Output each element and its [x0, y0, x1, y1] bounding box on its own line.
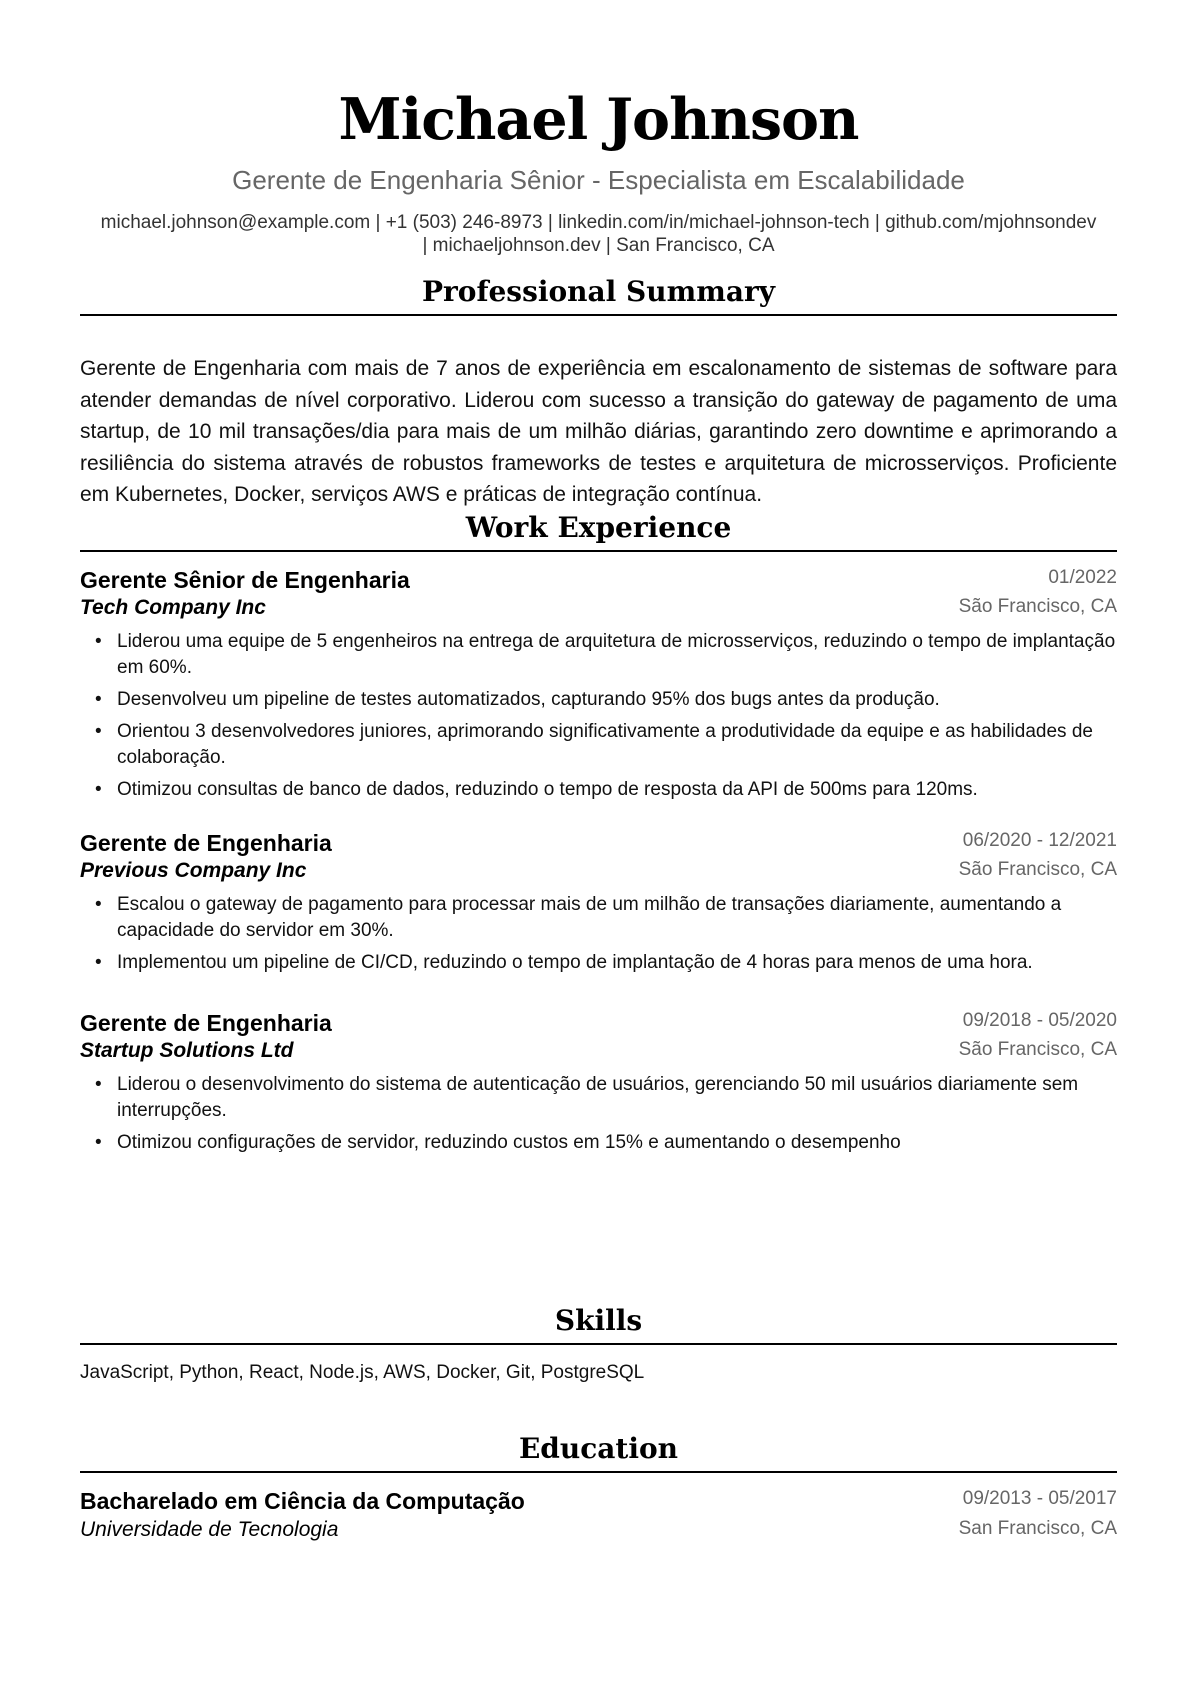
job-company: Startup Solutions Ltd: [80, 1039, 294, 1062]
education-dates: 09/2013 - 05/2017: [962, 1488, 1117, 1509]
job-bullet: • Otimizou consultas de banco de dados, reduzindo o tempo de resposta da API de 500ms para 120ms.: [80, 777, 1117, 803]
job-bullet: • Escalou o gateway de pagamento para processar mais de um milhão de transações diariamente, aumentando a capacidade do servidor em 30%.: [80, 892, 1117, 944]
candidate-name: Michael Johnson: [338, 86, 859, 153]
job-bullet: • Otimizou configurações de servidor, reduzindo custos em 15% e aumentando o desempenho: [80, 1130, 1117, 1156]
job-title: Gerente Sênior de Engenharia: [80, 567, 410, 593]
section-title-summary: Professional Summary: [421, 275, 776, 308]
candidate-headline: Gerente de Engenharia Sênior - Especialista em Escalabilidade: [232, 165, 965, 195]
section-divider: [80, 1471, 1117, 1473]
job-title: Gerente de Engenharia: [80, 1010, 332, 1036]
job-bullet: • Liderou o desenvolvimento do sistema de autenticação de usuários, gerenciando 50 mil usuários diariamente sem interrupções.: [80, 1072, 1117, 1124]
education-location: San Francisco, CA: [958, 1518, 1117, 1539]
section-divider: [80, 550, 1117, 552]
summary-text: Gerente de Engenharia com mais de 7 anos de experiência em escalonamento de sistemas de software para atender demandas de nível corporativo. Liderou com sucesso a transição do gateway de pagamento de uma startup, de 10 mil transações/dia para mais de um milhão diárias, garantindo zero downtime e aprimorando a resiliência do sistema através de robustos frameworks de testes e arquitetura de microsserviços. Proficiente em Kubernetes, Docker, serviços AWS e práticas de integração contínua.: [80, 357, 1117, 506]
job-dates: 09/2018 - 05/2020: [962, 1010, 1117, 1031]
job-bullet: • Implementou um pipeline de CI/CD, reduzindo o tempo de implantação de 4 horas para menos de uma hora.: [80, 950, 1117, 976]
section-divider: [80, 314, 1117, 316]
job-location: São Francisco, CA: [958, 1039, 1117, 1060]
skills-list: JavaScript, Python, React, Node.js, AWS, Docker, Git, PostgreSQL: [80, 1362, 645, 1383]
job-company: Tech Company Inc: [80, 596, 266, 619]
contact-info: [80, 211, 1117, 257]
section-title-skills: Skills: [554, 1304, 643, 1337]
job-bullet: • Liderou uma equipe de 5 engenheiros na entrega de arquitetura de microsserviços, reduzindo o tempo de implantação em 60%.: [80, 629, 1117, 681]
education-degree: Bacharelado em Ciência da Computação: [80, 1488, 525, 1514]
job-bullets: [80, 629, 1117, 809]
job-title: Gerente de Engenharia: [80, 830, 332, 856]
job-dates: 06/2020 - 12/2021: [962, 830, 1117, 851]
job-bullet: • Desenvolveu um pipeline de testes automatizados, capturando 95% dos bugs antes da produção.: [80, 687, 1117, 713]
section-title-education: Education: [518, 1432, 679, 1465]
education-school: Universidade de Tecnologia: [80, 1518, 339, 1541]
section-title-experience: Work Experience: [465, 511, 732, 544]
job-location: São Francisco, CA: [958, 596, 1117, 617]
contact-line: michael.johnson@example.com | +1 (503) 246-8973 | linkedin.com/in/michael-johnson-tech | github.com/mjohnsondev: [100, 212, 1097, 233]
job-bullets: [80, 1072, 1117, 1162]
job-bullet: • Orientou 3 desenvolvedores juniores, aprimorando significativamente a produtividade da equipe e as habilidades de colaboração.: [80, 719, 1117, 771]
contact-line: | michaeljohnson.dev | San Francisco, CA: [422, 235, 775, 256]
section-divider: [80, 1343, 1117, 1345]
job-dates: 01/2022: [1048, 567, 1117, 588]
job-location: São Francisco, CA: [958, 859, 1117, 880]
job-company: Previous Company Inc: [80, 859, 307, 882]
job-bullets: [80, 892, 1117, 982]
